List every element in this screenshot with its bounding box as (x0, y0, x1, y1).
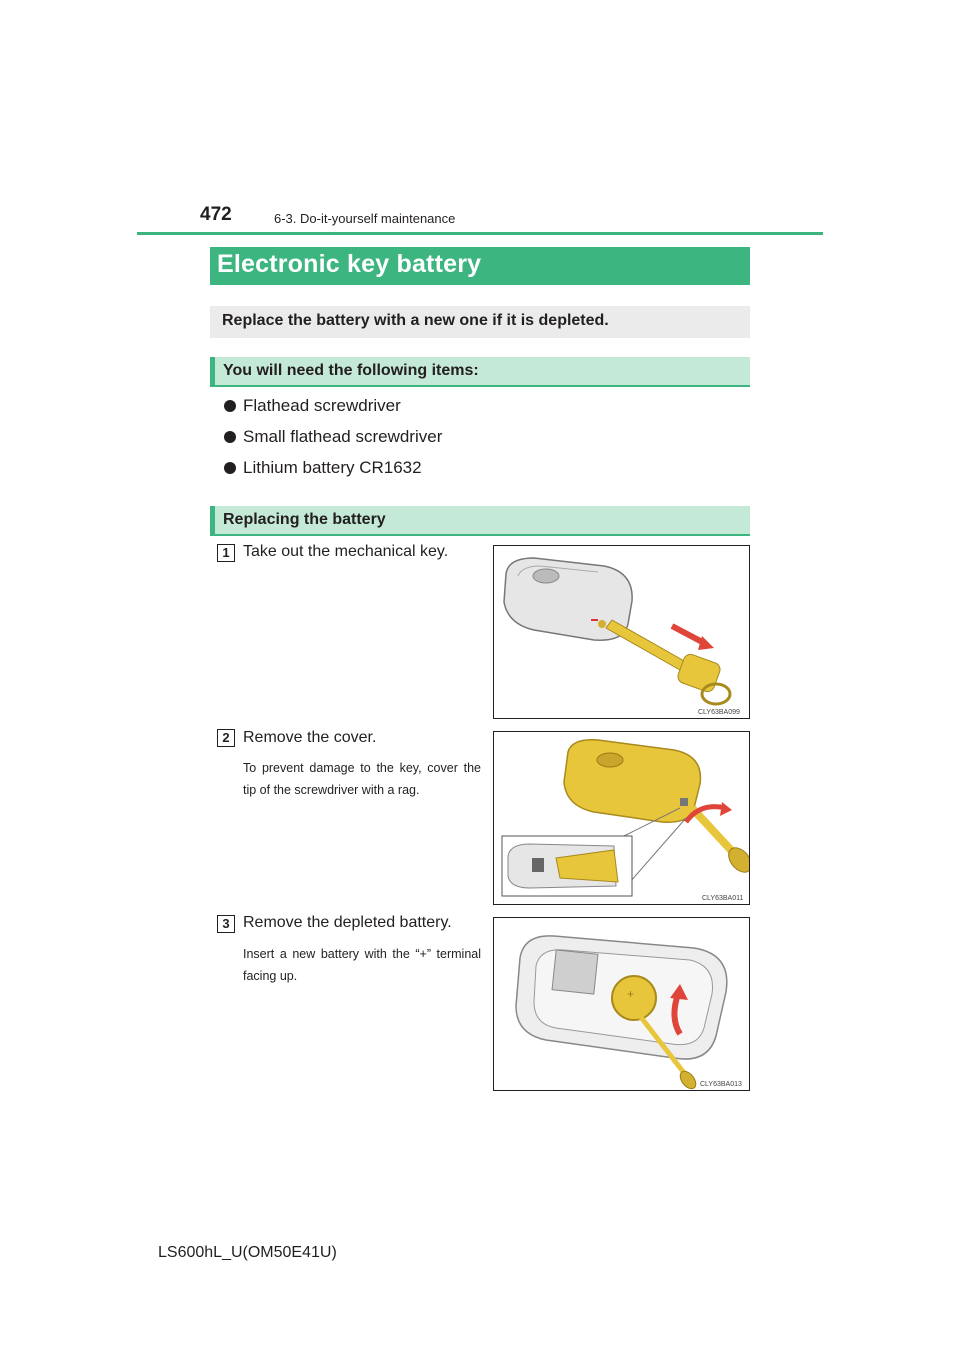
figure-remove-battery (493, 917, 750, 1091)
plus-icon: + (627, 987, 635, 1001)
footer-model-code: LS600hL_U(OM50E41U) (158, 1244, 337, 1261)
list-item (224, 396, 401, 416)
bullet-icon (224, 462, 236, 474)
figure-take-out-key (493, 545, 750, 719)
step-note: To prevent damage to the key, cover the tip of the screwdriver with a rag. (243, 761, 481, 797)
step-number: 3 (217, 915, 235, 933)
figure-code: CLY63BA013 (700, 1081, 742, 1088)
step-text: Take out the mechanical key. (243, 543, 449, 560)
figure-code: CLY63BA099 (698, 709, 740, 716)
intro-box: Replace the battery with a new one if it is depleted. (210, 306, 750, 338)
bullet-icon (224, 431, 236, 443)
step-note: Insert a new battery with the “+” terminal facing up. (243, 947, 481, 983)
list-item-text: Flathead screwdriver (243, 396, 401, 415)
bullet-icon (224, 400, 236, 412)
list-item-text: Lithium battery CR1632 (243, 458, 422, 477)
section-reference: 6-3. Do-it-yourself maintenance (274, 211, 456, 226)
step-text: Remove the depleted battery. (243, 914, 452, 931)
list-item (224, 427, 442, 447)
header-rule (137, 232, 823, 235)
list-item (224, 458, 422, 478)
figure-remove-cover (493, 731, 750, 905)
step-number: 1 (217, 544, 235, 562)
replace-heading: Replacing the battery (210, 506, 750, 536)
page-number: 472 (200, 204, 232, 225)
figure-code: CLY63BA011 (702, 895, 744, 902)
list-item-text: Small flathead screwdriver (243, 427, 443, 446)
step-number: 2 (217, 729, 235, 747)
page-title: Electronic key battery (210, 247, 750, 285)
step-text: Remove the cover. (243, 729, 377, 746)
items-heading: You will need the following items: (210, 357, 750, 387)
